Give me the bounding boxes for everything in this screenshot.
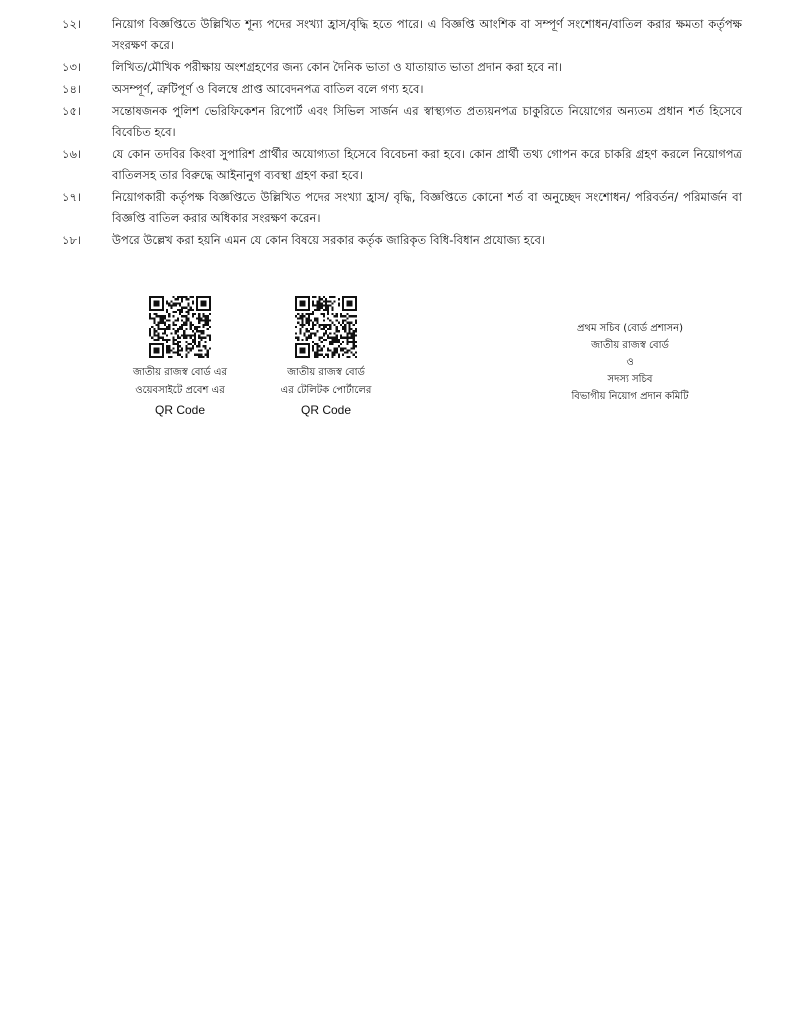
qr-code-website-icon[interactable] [149,296,211,358]
clause-14 [62,79,742,100]
signatory-block [540,320,720,405]
signatory-role: সদস্য সচিব [607,374,653,385]
clause-15 [62,101,742,143]
qr-code-teletalk-icon[interactable] [295,296,357,358]
qr-caption-line1: জাতীয় রাজস্ব বোর্ড [287,367,365,378]
clause-number: ১৪। [62,82,82,96]
terms-list [62,14,742,252]
clause-text: যে কোন তদবির কিংবা সুপারিশ প্রার্থীর অযোগ্যতা হিসেবে বিবেচনা করা হবে। কোন প্রার্থী তথ্য গোপন করে চাকরি গ্রহণ করলে নিয়োগপত্র বাতিলসহ তার বিরুদ্ধে আইনানুগ ব্যবস্থা গ্রহণ করা হবে। [112,147,742,182]
qr-caption-line2: এর টেলিটক পোর্টালের [280,385,372,396]
qr-label: QR Code [154,403,206,417]
clause-text: নিয়োগকারী কর্তৃপক্ষ বিজ্ঞপ্তিতে উল্লিখিত পদের সংখ্যা হ্রাস/ বৃদ্ধি, বিজ্ঞপ্তিতে কোনো শর্ত বা অনুচ্ছেদ সংশোধন/ পরিবর্তন/ পরিমার্জন বা বিজ্ঞপ্তি বাতিল করার অধিকার সংরক্ষণ করেন। [112,190,742,225]
clause-18 [62,230,742,251]
clause-number: ১৫। [62,104,82,118]
clause-13 [62,57,742,78]
clause-16 [62,144,742,186]
clause-number: ১৬। [62,147,82,161]
qr-caption-line2: ওয়েবসাইটে প্রবেশ এর [135,385,225,396]
clause-number: ১৭। [62,190,82,204]
clause-17 [62,187,742,229]
clause-text: লিখিত/মৌখিক পরীক্ষায় অংশগ্রহণের জন্য কোন দৈনিক ভাতা ও যাতায়াত ভাতা প্রদান করা হবে না। [112,60,563,74]
signatory-designation: প্রথম সচিব (বোর্ড প্রশাসন) [577,323,683,334]
clause-number: ১২। [62,17,82,31]
clause-number: ১৩। [62,60,82,74]
qr-teletalk-block [241,296,411,419]
qr-caption-line1: জাতীয় রাজস্ব বোর্ড এর [132,367,228,378]
signatory-office: জাতীয় রাজস্ব বোর্ড [591,340,669,351]
qr-label: QR Code [300,403,352,417]
clause-text: অসম্পূর্ণ, ত্রুটিপূর্ণ ও বিলম্বে প্রাপ্ত আবেদনপত্র বাতিল বলে গণ্য হবে। [112,82,424,96]
clause-12 [62,14,742,56]
signatory-conjunction: ও [626,357,634,368]
clause-text: নিয়োগ বিজ্ঞপ্তিতে উল্লিখিত শূন্য পদের সংখ্যা হ্রাস/বৃদ্ধি হতে পারে। এ বিজ্ঞপ্তি আংশিক বা সম্পূর্ণ সংশোধন/বাতিল করার ক্ষমতা কর্তৃপক্ষ সংরক্ষণ করে। [112,17,742,52]
clause-text: উপরে উল্লেখ করা হয়নি এমন যে কোন বিষয়ে সরকার কর্তৃক জারিকৃত বিধি-বিধান প্রযোজ্য হবে। [112,233,545,247]
clause-text: সন্তোষজনক পুলিশ ভেরিফিকেশন রিপোর্ট এবং সিভিল সার্জন এর স্বাস্থ্যগত প্রত্যয়নপত্র চাকুরিতে নিয়োগের অন্যতম প্রধান শর্ত হিসেবে বিবেচিত হবে। [112,104,742,139]
signatory-committee: বিভাগীয় নিয়োগ প্রদান কমিটি [571,391,689,402]
qr-website-block [95,296,265,419]
clause-number: ১৮। [62,233,82,247]
